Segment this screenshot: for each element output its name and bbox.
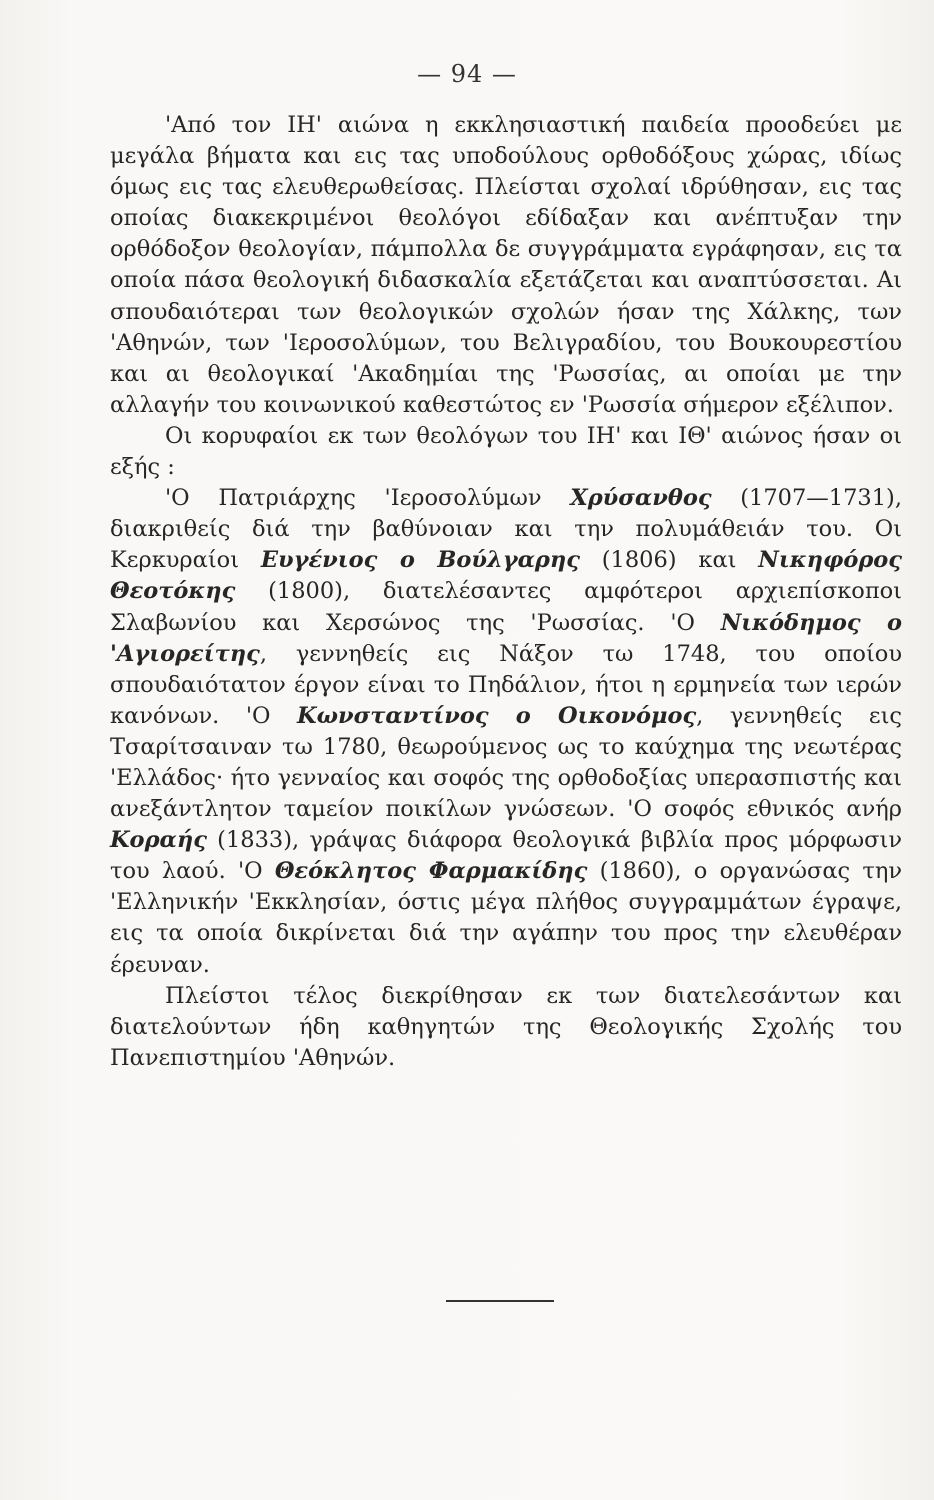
paragraph — [110, 421, 902, 483]
paragraph — [110, 483, 902, 981]
text-segment: Πλείστοι τέλος διεκρίθησαν εκ των διατελεσάντων και διατελούντων ήδη καθηγητών της Θεολογικής Σχολής του Πανεπιστημίου 'Αθηνών. — [110, 982, 902, 1071]
body-text — [110, 110, 902, 1074]
theologian-name: Χρύσανθος — [570, 485, 712, 512]
theologian-name: Νικόδημος ο 'Αγιορείτης — [110, 609, 902, 667]
closing-rule — [446, 1300, 554, 1302]
theologian-name: Ευγένιος ο Βούλγαρης — [260, 547, 580, 574]
theologian-name: Κοραής — [110, 827, 207, 854]
paragraph — [110, 981, 902, 1074]
text-segment: (1833), γράψας διάφορα θεολογικά βιβλία προς μόρφωσιν του λαού. 'Ο — [110, 827, 902, 885]
theologian-name: Θεόκλητος Φαρμακίδης — [274, 858, 588, 885]
text-segment: , γεννηθείς εις Νάξον τω 1748, του οποίου σπουδαιότατον έργον είναι το Πηδάλιον, ήτοι η ερμηνεία των ιερών κανόνων. 'Ο — [110, 640, 902, 729]
text-segment: , γεννηθείς εις Τσαρίτσαιναν τω 1780, θεωρούμενος ως το καύχημα της νεωτέρας 'Ελλάδος· ήτο γενναίος και σοφός της ορθοδοξίας υπερασπιστής και ανεξάντλητον ταμείον ποικίλων γνώσεων. 'Ο σοφός εθνικός ανήρ — [110, 702, 903, 823]
paragraph — [110, 110, 902, 421]
text-segment: 'Από τον ΙΗ' αιώνα η εκκλησιαστική παιδεία προοδεύει με μεγάλα βήματα και εις τας υποδούλους ορθοδόξους χώρας, ιδίως όμως εις τας ελευθερωθείσας. Πλείσται σχολαί ιδρύθησαν, εις τας οποίας διακεκριμένοι θεολόγοι εδίδαξαν και ανέπτυξαν την ορθόδοξον θεολογίαν, πάμπολλα δε συγγράμματα εγράφησαν, εις τα οποία πάσα θεολογική διδασκαλία εξετάζεται και αναπτύσσεται. Αι σπουδαιότεραι των θεολογικών σχολών ήσαν της Χάλκης, των 'Αθηνών, των 'Ιεροσολύμων, του Βελιγραδίου, του Βουκουρεστίου και αι θεολογικαί 'Ακαδημίαι της 'Ρωσσίας, αι οποίαι με την αλλαγήν του κοινωνικού καθεστώτος εν 'Ρωσσία σήμερον εξέλιπον. — [110, 112, 902, 418]
text-segment: (1860), ο οργανώσας την 'Ελληνικήν 'Εκκλησίαν, όστις μέγα πλήθος συγγραμμάτων έγραψε, εις τα οποία δικρίνεται διά την αγάπην του προς την ελευθέραν έρευναν. — [110, 858, 902, 978]
text-segment: (1806) και — [579, 547, 759, 574]
theologian-name: Κωνσταντίνος ο Οικονόμος — [297, 702, 697, 729]
text-segment: (1800), διατελέσαντες αμφότεροι αρχιεπίσκοποι Σλαβωνίου και Χερσώνος της 'Ρωσσίας. 'Ο — [110, 578, 902, 636]
text-segment: (1707—1731), διακριθείς διά την βαθύνοιαν και την πολυμάθειάν του. Οι Κερκυραίοι — [110, 485, 902, 574]
page-number: — 94 — — [417, 60, 517, 88]
text-segment: Οι κορυφαίοι εκ των θεολόγων του ΙΗ' και ΙΘ' αιώνος ήσαν οι εξής : — [110, 422, 902, 481]
text-segment: 'Ο Πατριάρχης 'Ιεροσολύμων — [165, 485, 571, 512]
theologian-name: Νικηφόρος Θεοτόκης — [110, 547, 902, 605]
